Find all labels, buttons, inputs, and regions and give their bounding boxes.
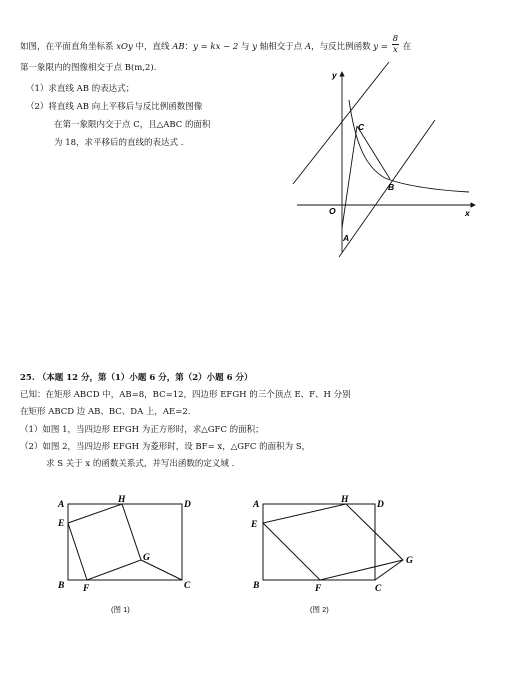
problem24-line2: 第一象限内的图像相交于点 B(m,2). bbox=[20, 63, 157, 73]
fig2-G: G bbox=[406, 556, 413, 566]
figure-1-caption: (图 1) bbox=[111, 605, 130, 614]
problem25-line2: 在矩形 ABCD 边 AB、BC、DA 上，AE=2. bbox=[20, 407, 191, 417]
fig1-B: B bbox=[58, 581, 65, 591]
problem25-question2-line2: 求 S 关于 x 的函数关系式，并写出函数的定义域 . bbox=[46, 459, 235, 469]
point-A-label: A bbox=[343, 233, 350, 243]
problem25-question1: （1）如图 1，当四边形 EFGH 为正方形时，求△GFC 的面积； bbox=[20, 425, 264, 435]
problem24-question2-line1: （2）将直线 AB 向上平移后与反比例函数图像 bbox=[26, 102, 203, 112]
fig1-A: A bbox=[58, 500, 65, 510]
problem24-question1: （1）求直线 AB 的表达式； bbox=[26, 84, 135, 94]
fig2-C: C bbox=[375, 584, 382, 594]
fig1-C: C bbox=[184, 581, 191, 591]
origin-label: O bbox=[329, 206, 336, 216]
rhombus-EFGH bbox=[263, 504, 403, 580]
line-CB bbox=[357, 126, 390, 179]
hyperbola-curve bbox=[349, 100, 469, 192]
coordinate-graph bbox=[285, 62, 485, 258]
square-EFGH bbox=[68, 504, 141, 580]
line-shifted bbox=[293, 62, 389, 184]
line-AB bbox=[339, 120, 435, 257]
fig1-F: F bbox=[83, 584, 90, 594]
problem24-question2-line2: 在第一象限内交于点 C，且△ABC 的面积 bbox=[54, 120, 211, 130]
fig2-H: H bbox=[341, 495, 349, 505]
figure-2-caption: (图 2) bbox=[310, 605, 329, 614]
problem24-line1: 如图，在平面直角坐标系 xOy 中，直线 AB：y = kx − 2 与 y 轴相交于点 A，与反比例函数 y = $\frac{8}{x}$ 在 bbox=[20, 34, 412, 55]
y-axis-label: y bbox=[332, 70, 337, 80]
problem25-question2-line1: （2）如图 2，当四边形 EFGH 为菱形时，设 BF= x，△GFC 的面积为 S， bbox=[20, 442, 311, 452]
fig2-A: A bbox=[253, 500, 260, 510]
fig2-B: B bbox=[253, 581, 260, 591]
problem24-question2-line3: 为 18，求平移后的直线的表达式 . bbox=[54, 138, 184, 148]
fig2-F: F bbox=[315, 584, 322, 594]
line-AC bbox=[342, 126, 357, 228]
fig2-E: E bbox=[251, 520, 258, 530]
fig2-D: D bbox=[377, 500, 384, 510]
point-B-label: B bbox=[388, 182, 395, 192]
fig1-G: G bbox=[143, 553, 150, 563]
segment-GC bbox=[141, 560, 182, 580]
problem25-title: 25. （本题 12 分，第（1）小题 6 分，第（2）小题 6 分） bbox=[20, 373, 253, 383]
fig1-H: H bbox=[118, 495, 126, 505]
point-C-label: C bbox=[358, 122, 365, 132]
rectangle-ABCD bbox=[68, 504, 182, 580]
fig1-E: E bbox=[58, 519, 65, 529]
figure-1 bbox=[50, 492, 200, 592]
problem25-line1: 已知：在矩形 ABCD 中，AB=8，BC=12，四边形 EFGH 的三个顶点 E、F、H 分别 bbox=[20, 390, 351, 400]
inverse-function-fraction: $\frac{8}{x}$ bbox=[392, 34, 399, 55]
x-axis-label: x bbox=[465, 208, 470, 218]
figure-2 bbox=[245, 492, 420, 592]
fig1-D: D bbox=[184, 500, 191, 510]
